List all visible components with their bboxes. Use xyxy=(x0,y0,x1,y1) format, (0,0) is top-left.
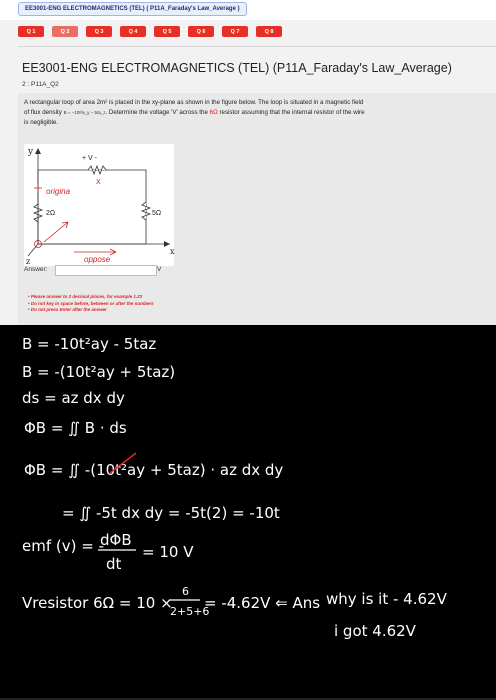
work-line-8-numerator: 6 xyxy=(182,585,189,598)
work-line-7-numerator: dΦB xyxy=(100,531,132,549)
top-bar xyxy=(0,0,496,20)
work-line-3: ds = az dx dy xyxy=(22,389,125,407)
header-divider xyxy=(18,46,496,47)
breadcrumb[interactable]: EE3001-ENG ELECTROMAGNETICS (TEL) ( P11A_Faraday's Law_Average ) xyxy=(18,2,247,16)
left-resistor-label: 2Ω xyxy=(46,210,56,217)
answer-input[interactable] xyxy=(55,265,157,276)
tab-q3[interactable]: Q 3 xyxy=(86,26,112,37)
work-line-4: ΦB = ∬ B · ds xyxy=(24,419,127,437)
question-text xyxy=(24,98,490,128)
axis-z-label: z xyxy=(26,257,31,266)
circuit-diagram xyxy=(24,144,174,266)
work-line-5: ΦB = ∬ -(10t²ay + 5taz) · az dx dy xyxy=(24,461,284,479)
voltage-label: + V - xyxy=(82,155,97,162)
tab-q4[interactable]: Q 4 xyxy=(120,26,146,37)
work-line-6: = ∬ -5t dx dy = -5t(2) = -10t xyxy=(62,504,280,522)
work-line-8a: Vresistor 6Ω = 10 × xyxy=(22,594,173,612)
tab-q1[interactable]: Q 1 xyxy=(18,26,44,37)
question-line-1: A rectangular loop of area 2m² is placed in the xy-plane as shown in the figure below. The loop is situated in a magnetic field xyxy=(24,99,364,106)
question-line-3: is negligible. xyxy=(24,119,59,126)
question-number: 2 : P11A_Q2 xyxy=(22,81,59,88)
x-mark: X xyxy=(96,179,101,186)
comment-line-2: i got 4.62V xyxy=(334,622,416,640)
comment-line-1: why is it - 4.62V xyxy=(326,590,447,608)
answer-unit: V xyxy=(157,266,162,273)
quiz-screenshot xyxy=(0,0,496,325)
axis-x-label: x xyxy=(170,247,175,256)
tab-q5[interactable]: Q 5 xyxy=(154,26,180,37)
tab-q8[interactable]: Q 8 xyxy=(256,26,282,37)
work-line-7b: = 10 V xyxy=(142,543,194,561)
right-resistor-label: 5Ω xyxy=(152,210,162,217)
answer-instructions xyxy=(28,294,154,314)
handwriting-canvas xyxy=(0,325,496,700)
question-tabs xyxy=(18,26,282,37)
answer-label: Answer: xyxy=(24,266,48,273)
resistor-highlight: 6Ω xyxy=(209,109,218,116)
axis-y-label: y xyxy=(28,147,34,157)
work-line-1: B = -10t²ay - 5taz xyxy=(22,335,157,353)
page-title: EE3001-ENG ELECTROMAGNETICS (TEL) (P11A_Faraday's Law_Average) xyxy=(22,61,452,75)
work-line-2: B = -(10t²ay + 5taz) xyxy=(22,363,176,381)
flux-density-formula: B = −10t²a_y − 5ta_z xyxy=(63,110,106,115)
work-line-7a: emf (v) = - xyxy=(22,537,104,555)
note-no-spaces: • Do not key in space before, between or after the numbers xyxy=(28,300,154,306)
note-decimal-places: • Please answer to 2 decimal places, for example 1.23 xyxy=(28,294,143,299)
handwritten-working xyxy=(0,325,496,700)
hand-note-original: origina xyxy=(46,187,71,196)
work-line-7-denominator: dt xyxy=(106,555,122,573)
circuit-figure xyxy=(24,144,174,266)
work-line-8b: = -4.62V ⇐ Ans xyxy=(204,594,321,612)
question-card xyxy=(18,93,496,325)
tab-q6[interactable]: Q 6 xyxy=(188,26,214,37)
note-no-enter: • Do not press Enter after the answer xyxy=(28,307,107,312)
question-line-2: of flux density B = −10t²a_y − 5ta_z. Determine the voltage 'V' across the 6Ω resistor assuming that the internal resistor of the wire xyxy=(24,109,365,116)
hand-note-oppose: oppose xyxy=(84,255,111,264)
tab-q7[interactable]: Q 7 xyxy=(222,26,248,37)
work-line-8-denominator: 2+5+6 xyxy=(170,605,210,618)
tab-q2[interactable]: Q 2 xyxy=(52,26,78,37)
